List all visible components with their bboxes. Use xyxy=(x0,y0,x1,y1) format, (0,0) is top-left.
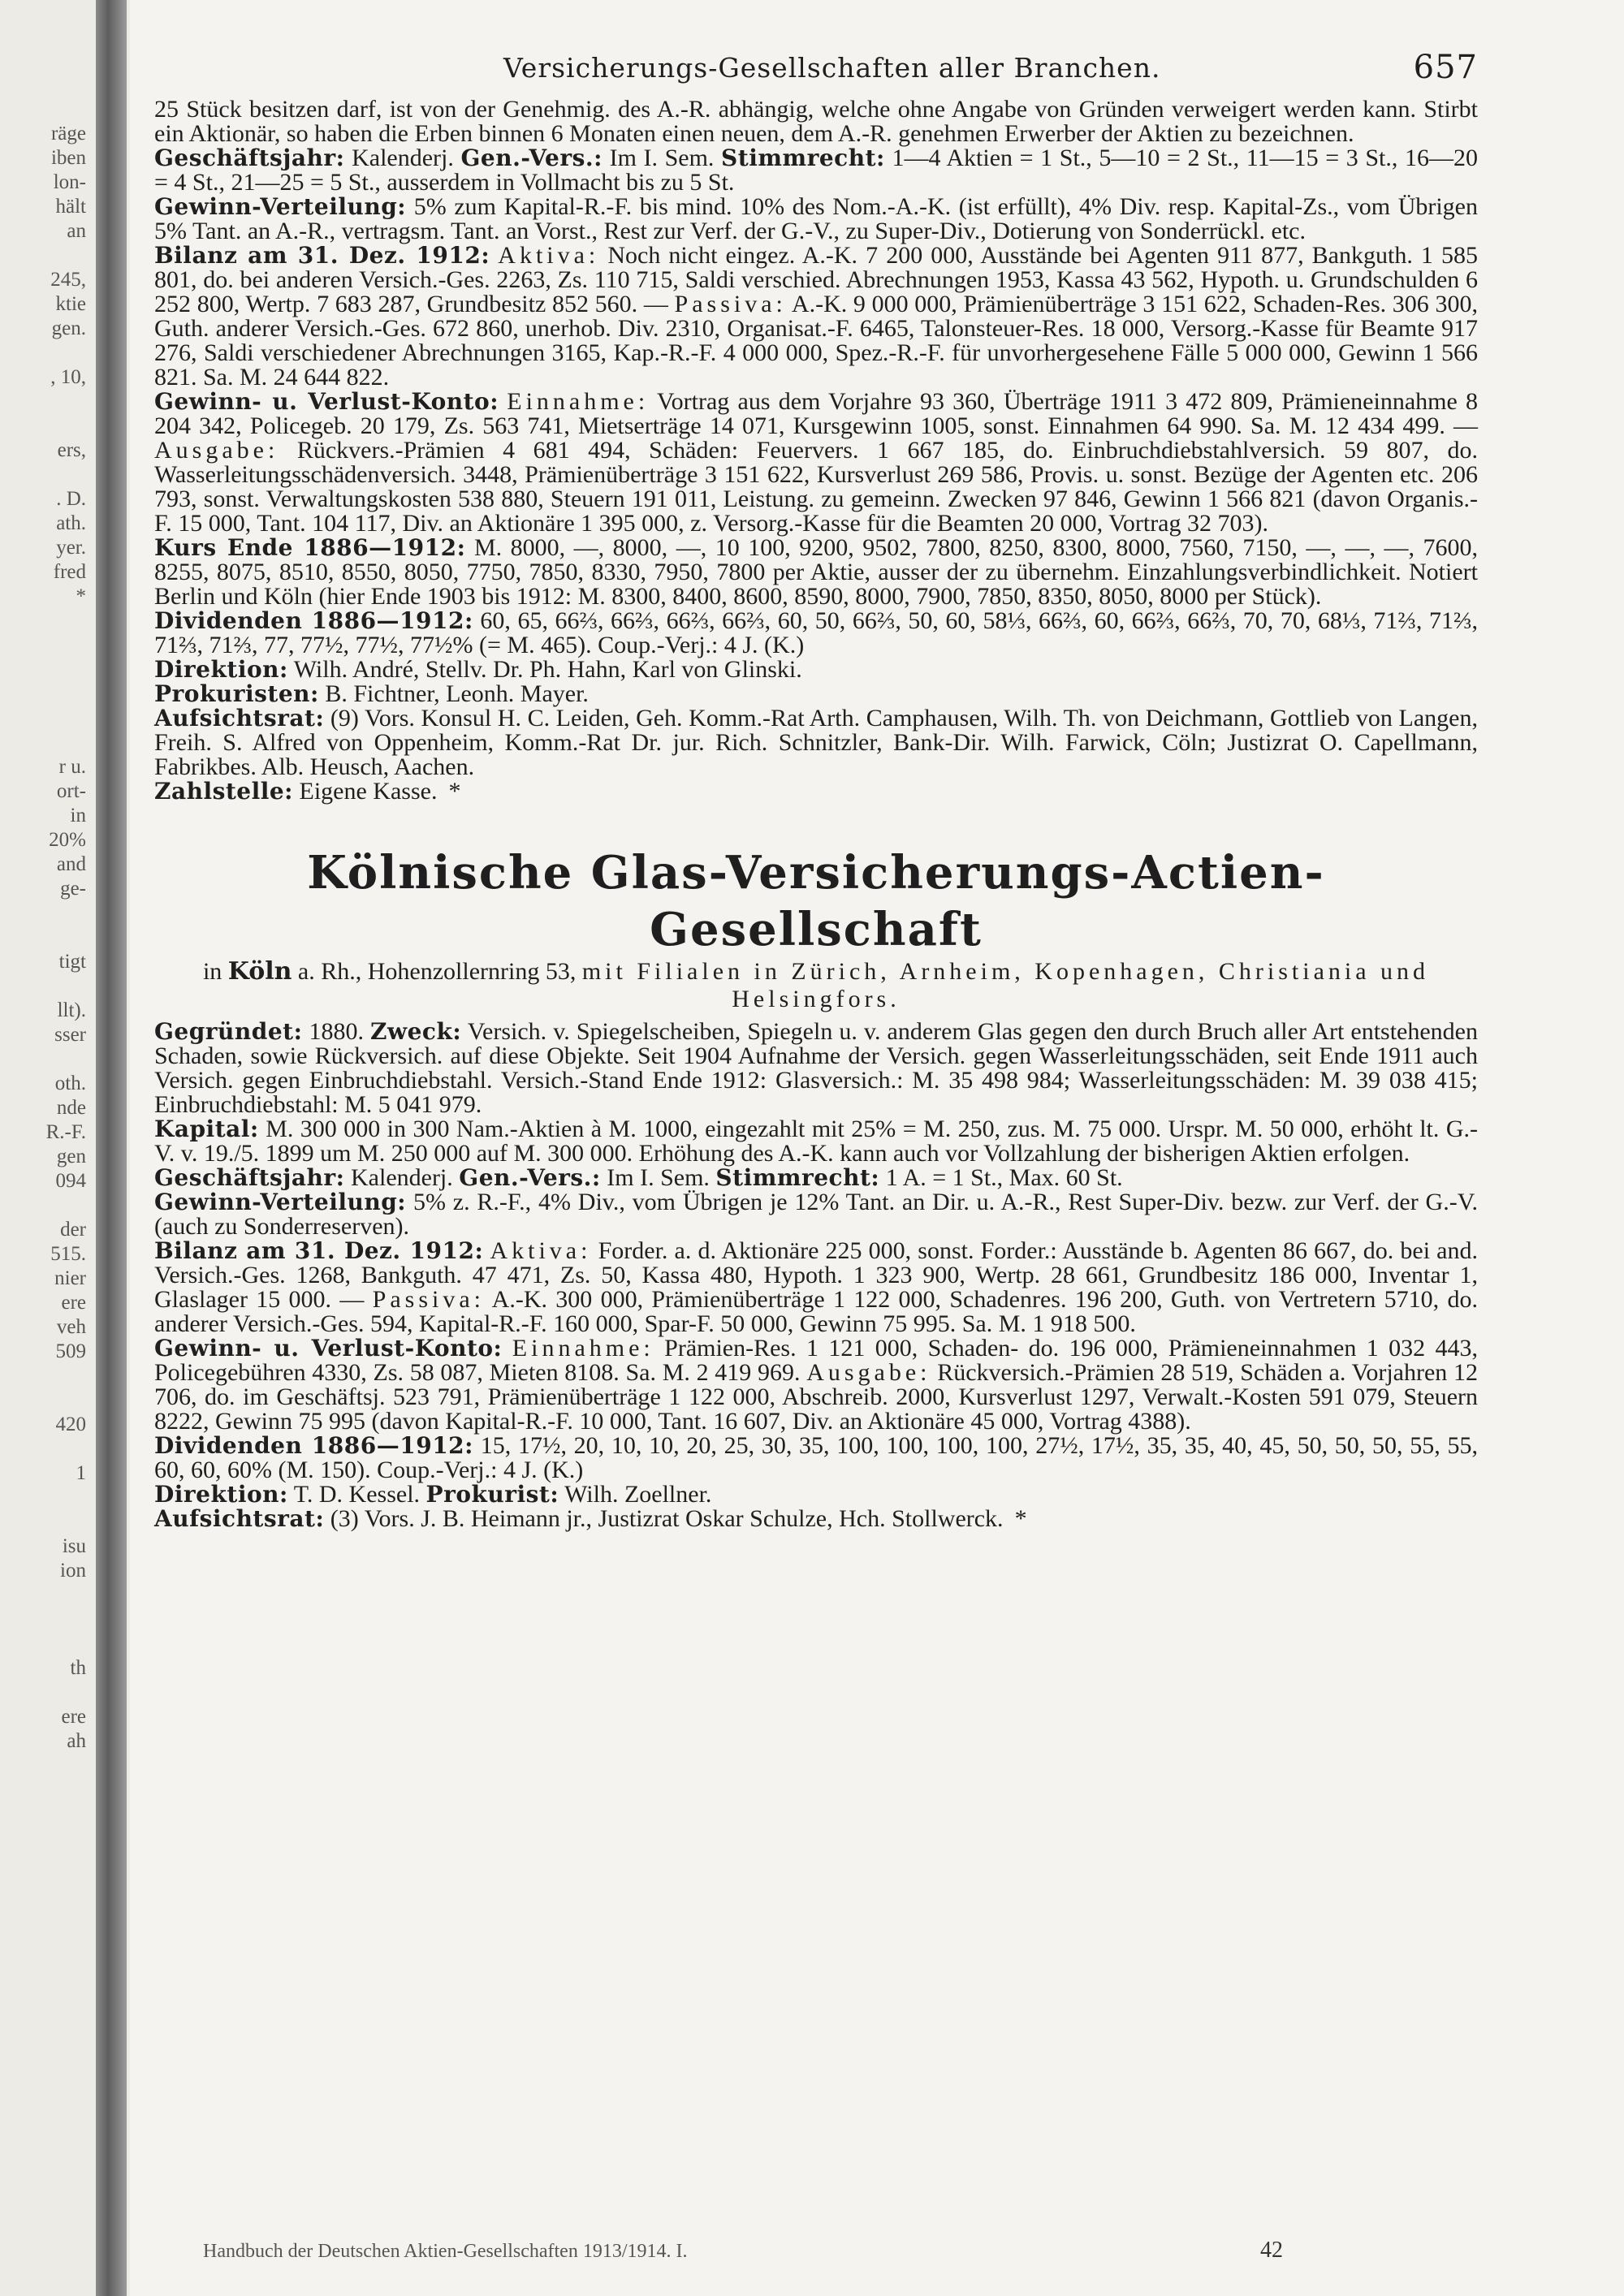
margin-fragment: , 10, xyxy=(50,366,86,388)
supervisory-board-2: Aufsichtsrat: (3) Vors. J. B. Heimann jr., Justizrat Oskar Schulze, Hch. Stollwerck. * xyxy=(154,1505,1027,1532)
profit-loss-account-2: Gewinn- u. Verlust-Konto: Einnahme: Prämien-Res. 1 121 000, Schaden- do. 196 000, Prämieneinnahmen 1 032 443, Policegebühren 4330, Zs. 58 087, Mieten 8108. Sa. M. 2 419 969. Ausgabe: Rückversich.-Prämien 28 519, Schäden a. Vorjahren 12 706, do. im Geschäftsj. 523 791, Prämienüberträge 1 122 000, Abschreib. 2000, Kursverlust 1297, Verwalt.-Kosten 591 079, Steuern 8222, Gewinn 75 995 (davon Kapital-R.-F. 10 000, Tant. 16 607, Div. an Aktionäre 45 000, Vortrag 4388). xyxy=(154,1335,1479,1435)
margin-fragment: tigt xyxy=(58,951,86,973)
margin-fragment xyxy=(0,731,91,755)
margin-fragment xyxy=(0,609,91,633)
fiscal-info-2: Geschäftsjahr: Kalenderj. Gen.-Vers.: Im I. Sem. Stimmrecht: 1 A. = 1 St., Max. 60 St. xyxy=(154,1164,1123,1191)
running-head xyxy=(154,49,1478,97)
margin-fragment xyxy=(0,414,91,438)
page-footer xyxy=(203,2238,1478,2273)
company-heading: Kölnische Glas-Versicherungs-Actien-Gesellschaft xyxy=(307,846,1325,956)
margin-fragment: 1 xyxy=(76,1462,86,1484)
company-location: in Köln a. Rh., Hohenzollernring 53, mit Filialen in Zürich, Arnheim, Kopenhagen, Christiania und Helsingfors. xyxy=(202,957,1430,1012)
margin-fragment xyxy=(0,633,91,658)
margin-fragment: ktie xyxy=(55,293,86,315)
margin-fragment xyxy=(0,244,91,268)
margin-fragment: an xyxy=(67,220,86,242)
margin-fragment: in xyxy=(70,805,86,826)
book-gutter xyxy=(96,0,127,2296)
margin-fragment: isu xyxy=(62,1535,86,1557)
margin-fragment xyxy=(0,1754,91,1778)
dividends: Dividenden 1886—1912: 60, 65, 66⅔, 66⅔, 66⅔, 66⅔, 60, 50, 66⅔, 50, 60, 58⅓, 66⅔, 60, 66⅔, 66⅔, 70, 70, 68⅓, 71⅔, 71⅔, 71⅔, 71⅔, 77, 77½, 77½, 77½% (= M. 465). Coup.-Verj.: 4 J. (K.) xyxy=(154,607,1478,658)
margin-fragment xyxy=(0,1437,91,1461)
entry-koelnische-glas xyxy=(154,1020,1478,1531)
profit-distribution-2: Gewinn-Verteilung: 5% z. R.-F., 4% Div., vom Übrigen je 12% Tant. an Dir. u. A.-R., Rest Super-Div. bezw. zur Verf. der G.-V. (auch zu Sonderreserven). xyxy=(154,1189,1478,1240)
margin-fragment xyxy=(0,1388,91,1413)
management: Direktion: Wilh. André, Stellv. Dr. Ph. Hahn, Karl von Glinski. xyxy=(154,656,802,683)
capital: Kapital: M. 300 000 in 300 Nam.-Aktien à M. 1000, eingezahlt mit 25% = M. 250, zus. M. 75 000. Urspr. M. 50 000, erhöht lt. G.-V. v. 19./5. 1899 um M. 250 000 auf M. 300 000. Erhöhung des A.-K. kann auch vor Vollzahlung der bisherigen Aktien erfolgen. xyxy=(154,1116,1478,1167)
margin-fragment xyxy=(0,926,91,950)
share-prices: Kurs Ende 1886—1912: M. 8000, —, 8000, —, 10 100, 9200, 9502, 7800, 8250, 8300, 8000, 7560, 7150, —, —, —, 7600, 8255, 8075, 8510, 8550, 8050, 7750, 7850, 8330, 7950, 7800 per Aktie, ausser der zu übernehm. Einzahlungsverbindlichkeit. Notiert Berlin und Köln (hier Ende 1903 bis 1912: M. 8300, 8400, 8600, 8590, 8000, 7900, 7850, 8350, 8050, 8000 per Stück). xyxy=(154,534,1478,610)
margin-fragment: ge- xyxy=(60,878,86,900)
balance-sheet: Bilanz am 31. Dez. 1912: Aktiva: Noch nicht eingez. A.-K. 7 200 000, Ausstände bei Agenten 911 877, Bankguth. 1 585 801, do. bei anderen Versich.-Ges. 2263, Zs. 110 715, Saldi verschied. Abrechnungen 1953, Kassa 43 562, Hypoth. u. Grundschulden 6 252 800, Wertp. 7 683 287, Grundbesitz 852 560. — Passiva: A.-K. 9 000 000, Prämienüberträge 3 151 622, Schaden-Res. 306 300, Guth. anderer Versich.-Ges. 672 860, unerhob. Div. 2310, Organisat.-F. 6465, Talonsteuer-Res. 18 000, Versorg.-Kasse für Beamte 917 276, Saldi verschiedener Abrechnungen 3165, Kap.-R.-F. 4 000 000, Spez.-R.-F. für unvorhergesehene Fälle 5 000 000, Gewinn 1 566 821. Sa. M. 24 644 822. xyxy=(154,242,1479,391)
margin-fragment: iben xyxy=(50,147,86,169)
margin-fragment: ers, xyxy=(57,439,86,461)
dividends-2: Dividenden 1886—1912: 15, 17½, 20, 10, 10, 20, 25, 30, 35, 100, 100, 100, 100, 27½, 17½, 35, 35, 40, 45, 50, 50, 50, 55, 55, 60, 60, 60% (M. 150). Coup.-Verj.: 4 J. (K.) xyxy=(154,1432,1478,1483)
margin-fragment: ere xyxy=(61,1292,86,1314)
margin-fragment: nde xyxy=(56,1097,86,1119)
signature-mark: 42 xyxy=(1260,2238,1283,2263)
entry-previous-company xyxy=(154,97,1478,804)
intro-text: 25 Stück besitzen darf, ist von der Genehmig. des A.-R. abhängig, welche ohne Angabe von Gründen verweigert werden kann. Stirbt ein Aktionär, so haben die Erben binnen 6 Monaten einen neuen, dem A.-R. genehmen Erwerber der Aktien zu bezeichnen. xyxy=(154,96,1478,147)
margin-fragment xyxy=(0,1681,91,1705)
margin-fragment xyxy=(0,1486,91,1510)
margin-fragment: oth. xyxy=(54,1072,86,1094)
margin-fragment xyxy=(0,1047,91,1072)
balance-sheet-2: Bilanz am 31. Dez. 1912: Aktiva: Forder. a. d. Aktionäre 225 000, sonst. Forder.: Ausstände b. Agenten 86 667, do. bei and. Versich.-Ges. 1268, Bankguth. 47 471, Zs. 50, Kassa 480, Hypoth. 1 323 900, Wertp. 28 661, Grundbesitz 186 000, Inventar 1, Glaslager 15 000. — Passiva: A.-K. 300 000, Prämienüberträge 1 122 000, Schadenres. 196 200, Guth. von Vertretern 5710, do. anderer Versich.-Ges. 594, Kapital-R.-F. 160 000, Spar-F. 50 000, Gewinn 75 995. Sa. M. 1 918 500. xyxy=(154,1237,1478,1337)
footer-book-title: Handbuch der Deutschen Aktien-Gesellschaften 1913/1914. I. xyxy=(203,2241,688,2262)
margin-fragment: fred xyxy=(53,561,86,583)
margin-fragment: nier xyxy=(54,1267,86,1289)
margin-fragment xyxy=(0,1632,91,1656)
page-number: 657 xyxy=(1413,49,1478,86)
margin-fragment xyxy=(0,658,91,682)
profit-distribution: Gewinn-Verteilung: 5% zum Kapital-R.-F. bis mind. 10% des Nom.-A.-K. (ist erfüllt), 4% Div. resp. Kapital-Zs., vom Übrigen 5% Tant. an A.-R., vertragsm. Tant. an Vorst., Rest zur Verf. der G.-V., zu Super-Div., Dotierung von Sonderrückl. etc. xyxy=(154,193,1478,244)
fiscal-info: Geschäftsjahr: Kalenderj. Gen.-Vers.: Im I. Sem. Stimmrecht: 1—4 Aktien = 1 St., 5—10 = 2 St., 11—15 = 3 St., 16—20 = 4 St., 21—25 = 5 St., ausserdem in Vollmacht bis zu 5 St. xyxy=(154,145,1478,196)
margin-fragment xyxy=(0,463,91,487)
authorized-officers: Prokuristen: B. Fichtner, Leonh. Mayer. xyxy=(154,680,589,707)
margin-fragment: hält xyxy=(55,196,86,218)
margin-fragment: 20% xyxy=(49,829,86,851)
running-title: Versicherungs-Gesellschaften aller Branchen. xyxy=(503,52,1161,84)
margin-fragment: R.-F. xyxy=(45,1121,86,1143)
margin-fragment xyxy=(0,390,91,414)
margin-fragment xyxy=(0,706,91,731)
margin-fragment: . D. xyxy=(56,488,86,510)
previous-page-text-fragments xyxy=(0,122,91,1778)
margin-fragment: ion xyxy=(60,1560,86,1582)
margin-fragment: * xyxy=(76,585,86,607)
margin-fragment: gen. xyxy=(51,317,86,339)
margin-fragment: räge xyxy=(50,123,86,145)
founding-purpose: Gegründet: 1880. Zweck: Versich. v. Spiegelscheiben, Spiegeln u. v. anderem Glas gegen den durch Bruch aller Art entstehenden Schaden, sowie Rückversich. auf diese Objekte. Seit 1904 Aufnahme der Versich. gegen Wasserleitungsschäden, seit Ende 1911 auch Versich. gegen Einbruchdiebstahl. Versich.-Stand Ende 1912: Glasversich.: M. 35 498 984; Wasserleitungsschäden: M. 39 038 415; Einbruchdiebstahl: M. 5 041 979. xyxy=(154,1018,1478,1118)
margin-fragment: der xyxy=(60,1219,86,1241)
margin-fragment xyxy=(0,1193,91,1218)
page xyxy=(154,49,1478,2273)
supervisory-board: Aufsichtsrat: (9) Vors. Konsul H. C. Leiden, Geh. Komm.-Rat Arth. Camphausen, Wilh. Th. von Deichmann, Gottlieb von Langen, Freih. S. Alfred von Oppenheim, Komm.-Rat Dr. jur. Rich. Schnitzler, Bank-Dir. Wilh. Farwick, Cöln; Justizrat O. Capellmann, Fabrikbes. Alb. Heusch, Aachen. xyxy=(154,705,1478,780)
margin-fragment: 420 xyxy=(55,1413,86,1435)
margin-fragment xyxy=(0,682,91,706)
margin-fragment: ere xyxy=(61,1706,86,1728)
margin-fragment: llt). xyxy=(57,999,86,1021)
margin-fragment xyxy=(0,974,91,999)
margin-fragment: ort- xyxy=(56,780,86,802)
profit-loss-account: Gewinn- u. Verlust-Konto: Einnahme: Vortrag aus dem Vorjahre 93 360, Überträge 1911 3 472 809, Prämieneinnahme 8 204 342, Policegeb. 20 179, Zs. 563 741, Mietserträge 14 071, Kursgewinn 1005, sonst. Einnahmen 64 990. Sa. M. 12 434 499. — Ausgabe: Rückvers.-Prämien 4 681 494, Schäden: Feuervers. 1 667 185, do. Einbruchdiebstahlversich. 59 807, do. Wasserleitungsschädenversich. 3448, Prämienüberträge 3 151 622, Kursverlust 269 586, Provis. u. sonst. Bezüge der Agenten etc. 206 793, sonst. Verwaltungskosten 538 880, Steuern 191 011, Leistung. zu gemeinn. Zwecken 97 846, Gewinn 1 566 821 (davon Organis.-F. 15 000, Tant. 104 117, Div. an Aktionäre 1 395 000, z. Versorg.-Kasse für die Beamten 20 000, Vortrag 32 703). xyxy=(154,388,1478,537)
margin-fragment: 094 xyxy=(55,1170,86,1192)
margin-fragment xyxy=(0,1510,91,1534)
margin-fragment xyxy=(0,1364,91,1388)
paying-agent: Zahlstelle: Eigene Kasse. * xyxy=(154,778,461,805)
margin-fragment: th xyxy=(70,1657,86,1679)
management-2: Direktion: T. D. Kessel. Prokurist: Wilh. Zoellner. xyxy=(154,1481,712,1508)
margin-fragment: ath. xyxy=(56,512,86,534)
margin-fragment: sser xyxy=(54,1024,86,1046)
margin-fragment xyxy=(0,901,91,926)
margin-fragment: 245, xyxy=(50,269,86,291)
margin-fragment: ah xyxy=(67,1730,86,1752)
previous-page-margin xyxy=(0,0,130,2296)
margin-fragment: gen xyxy=(56,1146,86,1167)
margin-fragment xyxy=(0,1608,91,1632)
margin-fragment: veh xyxy=(56,1316,86,1338)
margin-fragment: and xyxy=(56,853,86,875)
margin-fragment xyxy=(0,341,91,365)
margin-fragment: lon- xyxy=(53,171,86,193)
margin-fragment: 509 xyxy=(55,1340,86,1362)
margin-fragment: 515. xyxy=(50,1243,86,1265)
margin-fragment: r u. xyxy=(58,756,86,778)
margin-fragment: yer. xyxy=(56,537,86,559)
margin-fragment xyxy=(0,1583,91,1608)
